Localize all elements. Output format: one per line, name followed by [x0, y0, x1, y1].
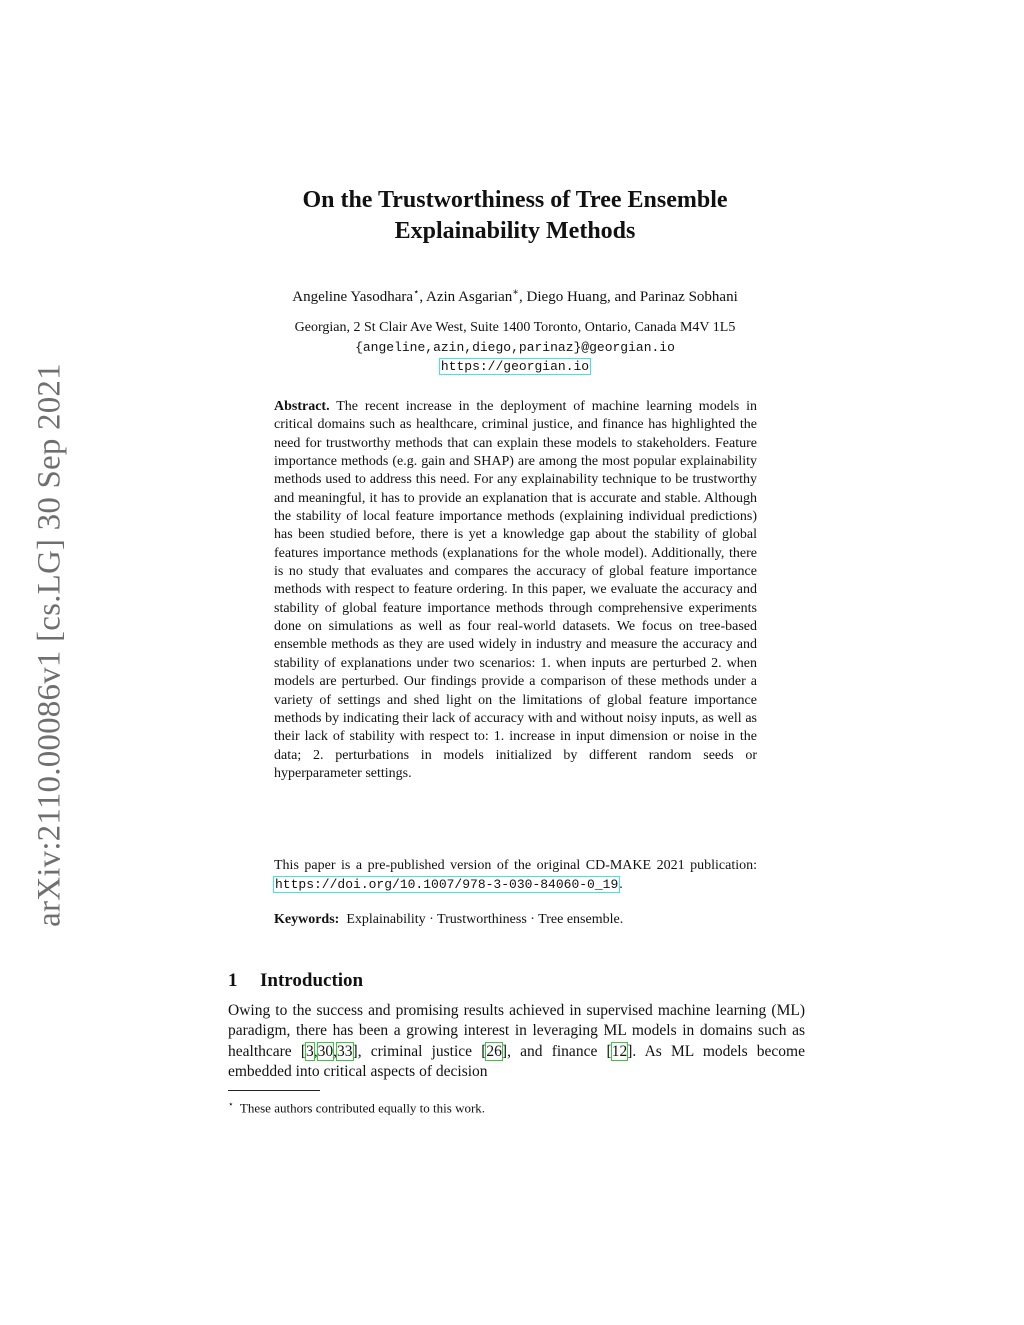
abstract-label: Abstract.	[274, 399, 330, 414]
abstract	[274, 398, 757, 783]
footnote-mark: ⋆	[228, 1099, 234, 1109]
citation-link[interactable]: 33	[337, 1042, 353, 1060]
footnote	[228, 1096, 805, 1116]
author-emails: {angeline,azin,diego,parinaz}@georgian.io	[355, 340, 675, 355]
note-text: This paper is a pre-published version of the original CD-MAKE 2021 publication:	[274, 858, 757, 873]
footnote-text: These authors contributed equally to this work.	[239, 1100, 486, 1116]
section-title: Introduction	[260, 970, 364, 991]
introduction-paragraph: Owing to the success and promising results achieved in supervised machine learning (ML) paradigm, there has been a growing interest in leveraging ML models in domains such as healthcare [3,30,33], criminal justice [26], and finance [12]. As ML models become embedded into critical aspects of decision	[228, 1002, 805, 1080]
intro-text-2: , criminal justice	[357, 1042, 482, 1060]
citation-link[interactable]: 3	[306, 1042, 314, 1060]
title-line-2: Explainability Methods	[394, 218, 636, 244]
doi-link[interactable]: https://doi.org/10.1007/978-3-030-84060-0_19	[275, 876, 619, 892]
section-number: 1	[228, 970, 238, 991]
abstract-text: The recent increase in the deployment of machine learning models in critical domains such as healthcare, criminal justice, and finance has highlighted the need for trustworthy methods that can explain these models to stakeholders. Feature importance methods (e.g. gain and SHAP) are among the most popular explainability methods used to address this need. For any explainability technique to be trustworthy and meaningful, it has to provide an explanation that is accurate and stable. Although the stability of local feature importance methods (explaining individual predictions) has been studied before, there is yet a knowledge gap about the stability of global features importance methods (explanations for the whole model). Additionally, there is no study that evaluates and compares the accuracy of global feature importance methods with respect to feature ordering. In this paper, we evaluate the accuracy and stability of global feature importance methods through comprehensive experiments done on simulations as well as four real-world datasets. We focus on tree-based ensemble methods as they are used widely in industry and measure the accuracy and stability of explanations under two scenarios: 1. when inputs are perturbed 2. when models are perturbed. Our findings provide a comparison of these methods under a variety of settings and shed light on the limitations of global feature importance methods by indicating their lack of accuracy with and without noisy inputs, as well as their lack of stability with respect to: 1. increase in input dimension or noise in the data; 2. perturbations in models initialized by different random seeds or hyperparameter settings.	[274, 399, 757, 781]
intro-text-4: . As ML models become embedded into critical aspects of decision	[228, 1042, 805, 1080]
keywords-label: Keywords:	[274, 912, 340, 927]
arxiv-identifier: arXiv:2110.00086v1 [cs.LG] 30 Sep 2021	[31, 363, 68, 927]
affiliation: Georgian, 2 St Clair Ave West, Suite 1400 Toronto, Ontario, Canada M4V 1L5	[294, 320, 736, 335]
author-names-rest: , Diego Huang, and Parinaz Sobhani	[519, 289, 738, 305]
prepublication-note	[274, 857, 757, 894]
arxiv-sidebar	[32, 355, 68, 935]
author-list	[150, 283, 880, 307]
intro-text-1: Owing to the success and promising results achieved in supervised machine learning (ML) paradigm, there has been a growing interest in leveraging ML models in domains such as healthcare	[228, 1002, 805, 1060]
website-line	[150, 357, 880, 376]
website-link[interactable]: https://georgian.io	[440, 359, 590, 374]
intro-text-3: , and finance	[507, 1042, 607, 1060]
keywords	[274, 911, 757, 929]
citation-link[interactable]: 26	[486, 1042, 502, 1060]
note-end: .	[619, 876, 623, 892]
footnote-rule	[228, 1090, 320, 1091]
paper-title	[200, 185, 830, 247]
footnote-mark: ⋆	[413, 287, 420, 298]
author-separator: ,	[419, 289, 427, 305]
citation-link[interactable]: 30	[317, 1042, 334, 1060]
title-line-1: On the Trustworthiness of Tree Ensemble	[302, 187, 728, 213]
section-heading-introduction	[228, 969, 363, 993]
keywords-text: Explainability · Trustworthiness · Tree ensemble.	[346, 912, 624, 927]
author-name: Angeline Yasodhara	[292, 289, 414, 305]
footnote-mark: ∗	[512, 287, 520, 298]
citation-link[interactable]: 12	[611, 1042, 628, 1060]
author-name: Azin Asgarian	[426, 289, 513, 305]
